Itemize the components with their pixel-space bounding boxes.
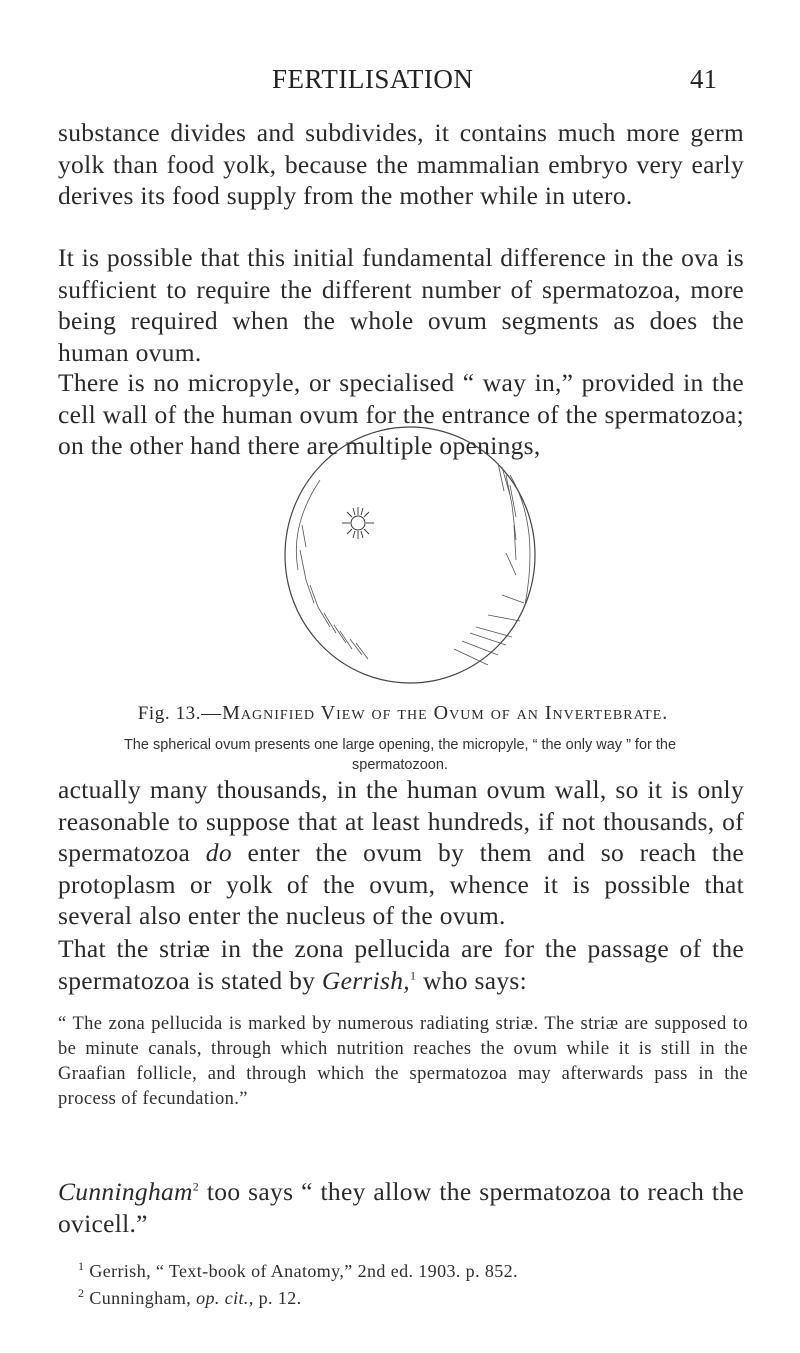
block-quote: “ The zona pellucida is marked by numerous radiating striæ. The striæ are supposed to be minute canals, through which nutrition reaches the ovum while it is still in the Graafian follicle, and through which the spermatozoa may afterwards pass in the process of fecundation.” <box>58 1014 748 1109</box>
footnotes <box>78 1258 758 1312</box>
page-number: 41 <box>690 64 717 94</box>
footnote-1: $^1$ Gerrish, “ Text-book of Anatomy,” 2nd ed. 1903. p. 852. <box>78 1259 518 1281</box>
ovum-illustration <box>240 375 580 710</box>
paragraph-6: Cunningham$^2$ too says “ they allow the spermatozoa to reach the ovicell.” <box>58 1177 744 1238</box>
paragraph-2: It is possible that this initial fundamental difference in the ova is sufficient to require the different number of spermatozoa, more being required when the whole ovum segments as does the human ovum. <box>58 243 744 367</box>
micropyle-icon <box>342 507 374 539</box>
footnote-ref-2[interactable]: 2 <box>192 1179 200 1194</box>
footnote-2: $^2$ Cunningham, op. cit., p. 12. <box>78 1286 302 1308</box>
striae-right <box>454 463 524 665</box>
striae-left <box>300 525 368 659</box>
paragraph-5: That the striæ in the zona pellucida are for the passage of the spermatozoa is stated by Gerrish,$^1$ who says: <box>58 934 744 995</box>
running-title: FERTILISATION <box>272 64 474 94</box>
figure-title: —Magnified View of the Ovum of an Invertebrate. <box>201 702 669 724</box>
author-gerrish: Gerrish, <box>321 965 410 995</box>
ovum-outline <box>285 427 535 683</box>
paragraph-4: actually many thousands, in the human ovum wall, so it is only reasonable to suppose that at least hundreds, if not thousands, of spermatozoa do enter the ovum by them and so reach the protoplasm or yolk of the ovum, whence it is possible that several also enter the nucleus of the ovum. <box>58 775 744 930</box>
page-header <box>0 64 800 104</box>
figure-caption <box>58 702 748 725</box>
emphasis-do: do <box>205 838 232 867</box>
paragraph-3-text: There is no micropyle, or specialised “ way in,” provided in the cell wall of the human ovum for the entrance of the spermatozoa; on the other hand there are multiple openings, <box>58 368 744 460</box>
footnote-ref-1[interactable]: 1 <box>409 968 417 982</box>
figure-legend: The spherical ovum presents one large opening, the micropyle, “ the only way ” for the spermatozoon. <box>123 737 677 773</box>
figure-label: Fig. 13. <box>137 703 202 724</box>
paragraph-1: substance divides and subdivides, it contains much more germ yolk than food yolk, because the mammalian embryo very early derives its food supply from the mother while in utero. <box>58 118 744 210</box>
author-cunningham: Cunningham <box>58 1177 193 1206</box>
